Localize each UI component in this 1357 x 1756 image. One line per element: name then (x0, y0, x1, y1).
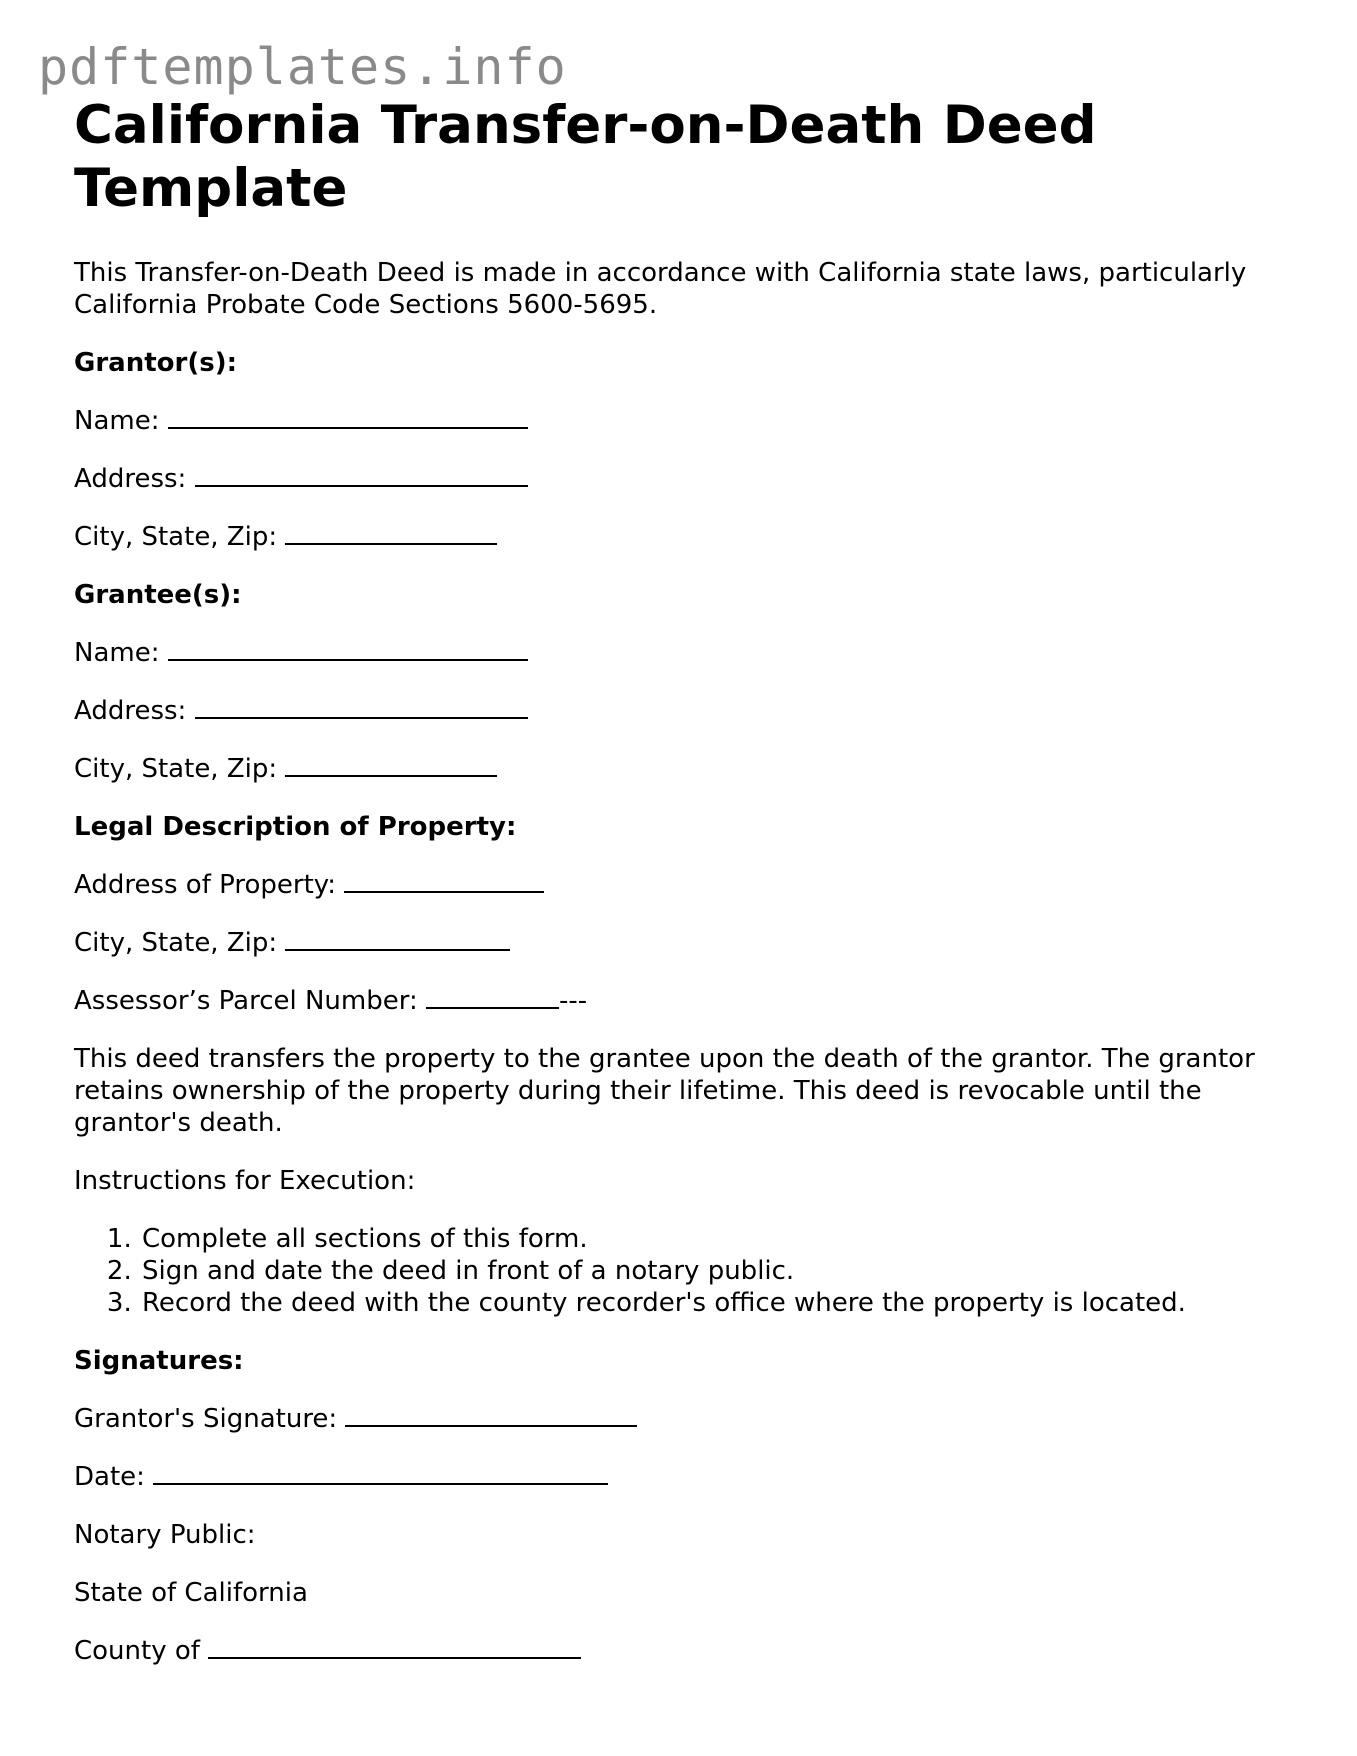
grantee-address-label: Address: (74, 696, 187, 726)
grantor-signature-label: Grantor's Signature: (74, 1404, 338, 1434)
grantee-csz-field[interactable] (285, 753, 497, 777)
date-line (74, 1461, 1304, 1493)
county-field[interactable] (208, 1635, 581, 1659)
list-item: 3. Record the deed with the county recorder's office where the property is located. (140, 1287, 1304, 1319)
watermark-text: pdftemplates.info (38, 38, 567, 96)
grantor-address-field[interactable] (195, 463, 528, 487)
grantor-heading: Grantor(s): (74, 348, 237, 378)
grantor-name-label: Name: (74, 406, 160, 436)
property-csz-line (74, 927, 1304, 959)
grantor-signature-line (74, 1403, 1304, 1435)
property-apn-field[interactable] (426, 985, 559, 1009)
grantor-name-line (74, 405, 1304, 437)
document-page (74, 94, 1304, 1693)
grantee-heading: Grantee(s): (74, 580, 242, 610)
instructions-list (74, 1223, 1304, 1319)
grantor-address-line (74, 463, 1304, 495)
grantee-address-field[interactable] (195, 695, 528, 719)
date-field[interactable] (153, 1461, 608, 1485)
list-item: 1. Complete all sections of this form. (140, 1223, 1304, 1255)
property-apn-line (74, 985, 1304, 1017)
property-address-label: Address of Property: (74, 870, 337, 900)
property-heading: Legal Description of Property: (74, 812, 517, 842)
transfer-paragraph: This deed transfers the property to the grantee upon the death of the grantor. The grantor retains ownership of the property during their lifetime. This deed is revocable until the grantor's death. (74, 1044, 1255, 1138)
property-csz-label: City, State, Zip: (74, 928, 278, 958)
grantor-signature-field[interactable] (345, 1403, 637, 1427)
document-title: California Transfer-on-Death Deed Template (74, 95, 1097, 219)
grantor-name-field[interactable] (168, 405, 528, 429)
date-label: Date: (74, 1462, 145, 1492)
instructions-heading: Instructions for Execution: (74, 1166, 416, 1196)
grantee-name-field[interactable] (168, 637, 528, 661)
county-line (74, 1635, 1304, 1667)
grantor-address-label: Address: (74, 464, 187, 494)
grantor-csz-line (74, 521, 1304, 553)
grantee-name-label: Name: (74, 638, 160, 668)
grantor-csz-label: City, State, Zip: (74, 522, 278, 552)
property-apn-label: Assessor’s Parcel Number: (74, 986, 418, 1016)
property-address-line (74, 869, 1304, 901)
notary-label: Notary Public: (74, 1520, 256, 1550)
grantee-name-line (74, 637, 1304, 669)
intro-paragraph: This Transfer-on-Death Deed is made in accordance with California state laws, particularly California Probate Code Sections 5600-5695. (74, 258, 1247, 320)
property-apn-suffix: --- (559, 986, 588, 1016)
grantor-csz-field[interactable] (285, 521, 497, 545)
property-address-field[interactable] (344, 869, 544, 893)
grantee-csz-line (74, 753, 1304, 785)
grantee-address-line (74, 695, 1304, 727)
county-label: County of (74, 1636, 200, 1666)
list-item: 2. Sign and date the deed in front of a notary public. (140, 1255, 1304, 1287)
signatures-heading: Signatures: (74, 1346, 244, 1376)
property-csz-field[interactable] (285, 927, 510, 951)
grantee-csz-label: City, State, Zip: (74, 754, 278, 784)
state-label: State of California (74, 1578, 308, 1608)
